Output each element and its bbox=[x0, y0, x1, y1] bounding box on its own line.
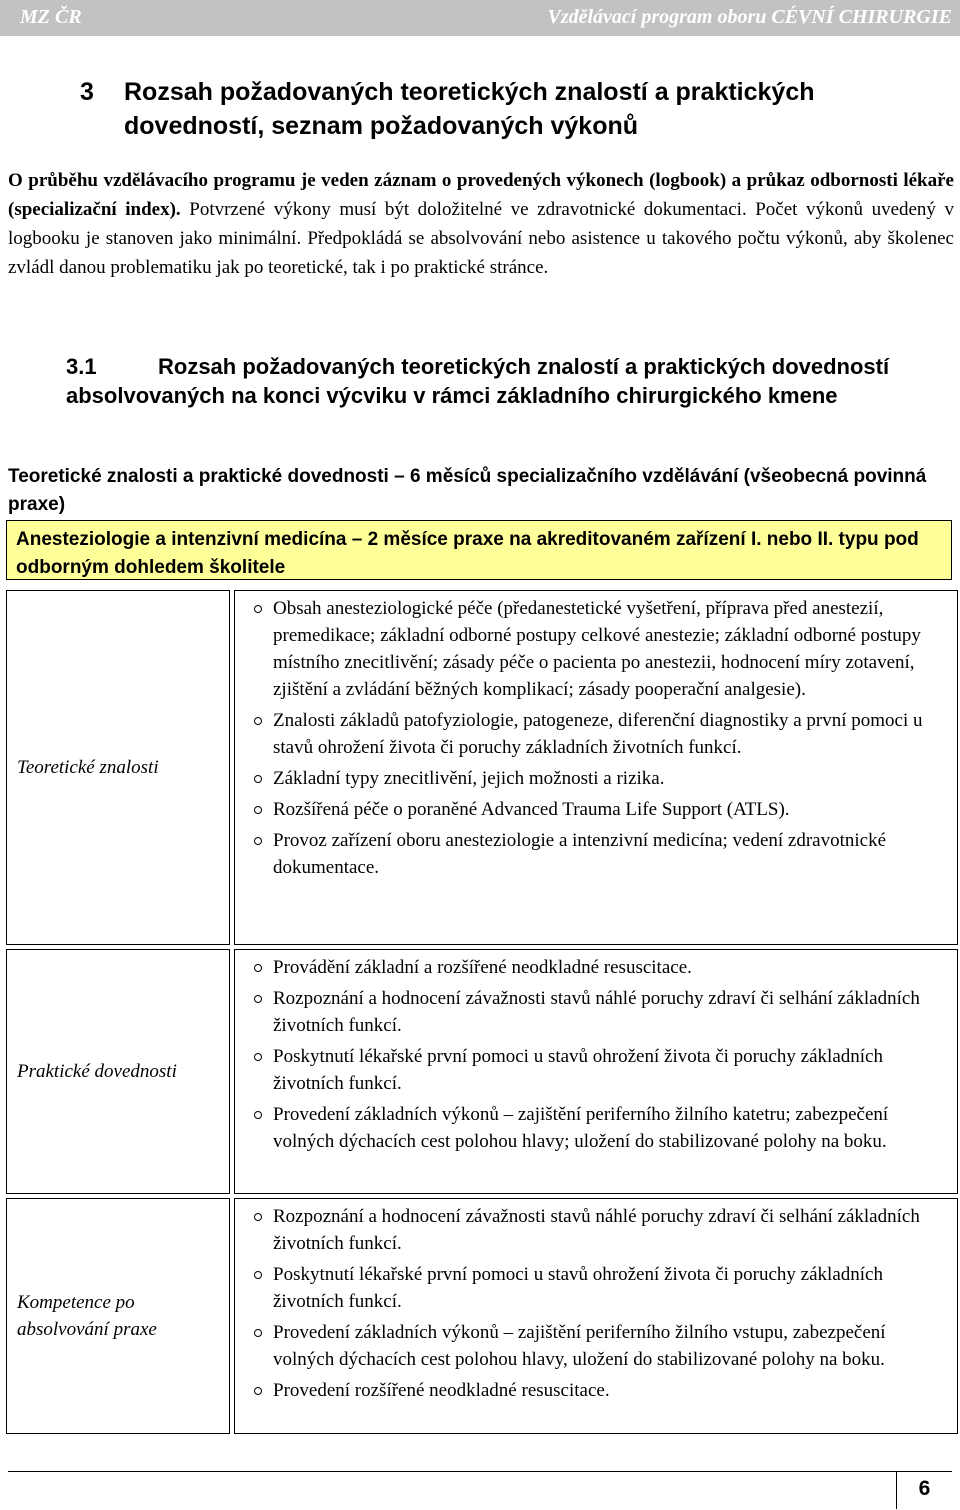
list-item: Poskytnutí lékařské první pomoci u stavů ohrožení života či poruchy základních životních funkcí. bbox=[251, 1261, 949, 1315]
table-row bbox=[6, 949, 958, 1194]
row-content bbox=[234, 1198, 958, 1434]
header-program-title: Vzdělávací program oboru CÉVNÍ CHIRURGIE bbox=[547, 6, 952, 28]
page-header bbox=[0, 0, 960, 36]
intro-bold-text: O průběhu vzdělávacího programu je veden záznam o provedených výkonech (logbook) a průkaz odbornosti lékaře (specializační index). bbox=[8, 170, 954, 220]
section-heading bbox=[80, 75, 950, 143]
intro-paragraph bbox=[8, 166, 954, 282]
list-item: Znalosti základů patofyziologie, patogeneze, diferenční diagnostiky a první pomoci u stavů ohrožení života či poruchy základních životních funkcí. bbox=[251, 707, 949, 761]
subsection-title: Rozsah požadovaných teoretických znalostí a praktických dovedností absolvovaných na konci výcviku v rámci základního chirurgického kmene bbox=[66, 354, 890, 408]
list-item: Základní typy znecitlivění, jejich možnosti a rizika. bbox=[251, 765, 949, 792]
list-item: Rozpoznání a hodnocení závažnosti stavů náhlé poruchy zdraví či selhání základních životních funkcí. bbox=[251, 985, 949, 1039]
list-item: Provedení základních výkonů – zajištění periferního žilního katetru; zabezpečení volných dýchacích cest polohou hlavy; uložení do stabilizované polohy na boku. bbox=[251, 1101, 949, 1155]
list-item: Poskytnutí lékařské první pomoci u stavů ohrožení života či poruchy základních životních funkcí. bbox=[251, 1043, 949, 1097]
row-label: Teoretické znalosti bbox=[6, 590, 230, 945]
row-content bbox=[234, 590, 958, 945]
intro-text: Potvrzené výkony musí být doložitelné ve zdravotnické dokumentaci. Počet výkonů uvedený v logbooku je stanoven jako minimální. Předpokládá se absolvování nebo asistence u takového počtu výkonů, aby školenec zvládl danou problematiku jak po teoretické, tak i po praktické stránce. bbox=[8, 199, 954, 278]
list-item: Rozšířená péče o poraněné Advanced Trauma Life Support (ATLS). bbox=[251, 796, 949, 823]
header-ministry: MZ ČR bbox=[20, 6, 82, 28]
footer-divider bbox=[8, 1471, 952, 1472]
table-row bbox=[6, 1198, 958, 1434]
row-content bbox=[234, 949, 958, 1194]
list-item: Provádění základní a rozšířené neodkladné resuscitace. bbox=[251, 954, 949, 981]
section-title: Rozsah požadovaných teoretických znalostí a praktických dovedností, seznam požadovaných výkonů bbox=[124, 78, 815, 140]
row-label: Praktické dovednosti bbox=[6, 949, 230, 1194]
list-item: Provoz zařízení oboru anesteziologie a intenzivní medicína; vedení zdravotnické dokumentace. bbox=[251, 827, 949, 881]
list-item: Obsah anesteziologické péče (předanestetické vyšetření, příprava před anestezií, premedikace; základní odborné postupy celkové anestezie; základní odborné postupy místního znecitlivění; zásady péče o pacienta po anestezii, hodnocení míry zotavení, zjištění a zvládání běžných komplikací; zásady pooperační analgesie). bbox=[251, 595, 949, 703]
subsection-number: 3.1 bbox=[66, 354, 97, 379]
highlight-box: Anesteziologie a intenzivní medicína – 2 měsíce praxe na akreditovaném zařízení I. nebo II. typu pod odborným dohledem školitele bbox=[6, 520, 952, 580]
subheading: Teoretické znalosti a praktické dovednosti – 6 měsíců specializačního vzdělávání (všeobecná povinná praxe) bbox=[8, 466, 927, 515]
list-item: Rozpoznání a hodnocení závažnosti stavů náhlé poruchy zdraví či selhání základních životních funkcí. bbox=[251, 1203, 949, 1257]
page-number: 6 bbox=[896, 1471, 952, 1509]
row-label: Kompetence po absolvování praxe bbox=[6, 1198, 230, 1434]
list-item: Provedení základních výkonů – zajištění periferního žilního vstupu, zabezpečení volných dýchacích cest polohou hlavy, uložení do stabilizované polohy na boku. bbox=[251, 1319, 949, 1373]
section-number: 3 bbox=[80, 78, 94, 106]
list-item: Provedení rozšířené neodkladné resuscitace. bbox=[251, 1377, 949, 1404]
subsection-heading bbox=[66, 352, 926, 410]
table-row bbox=[6, 590, 958, 945]
